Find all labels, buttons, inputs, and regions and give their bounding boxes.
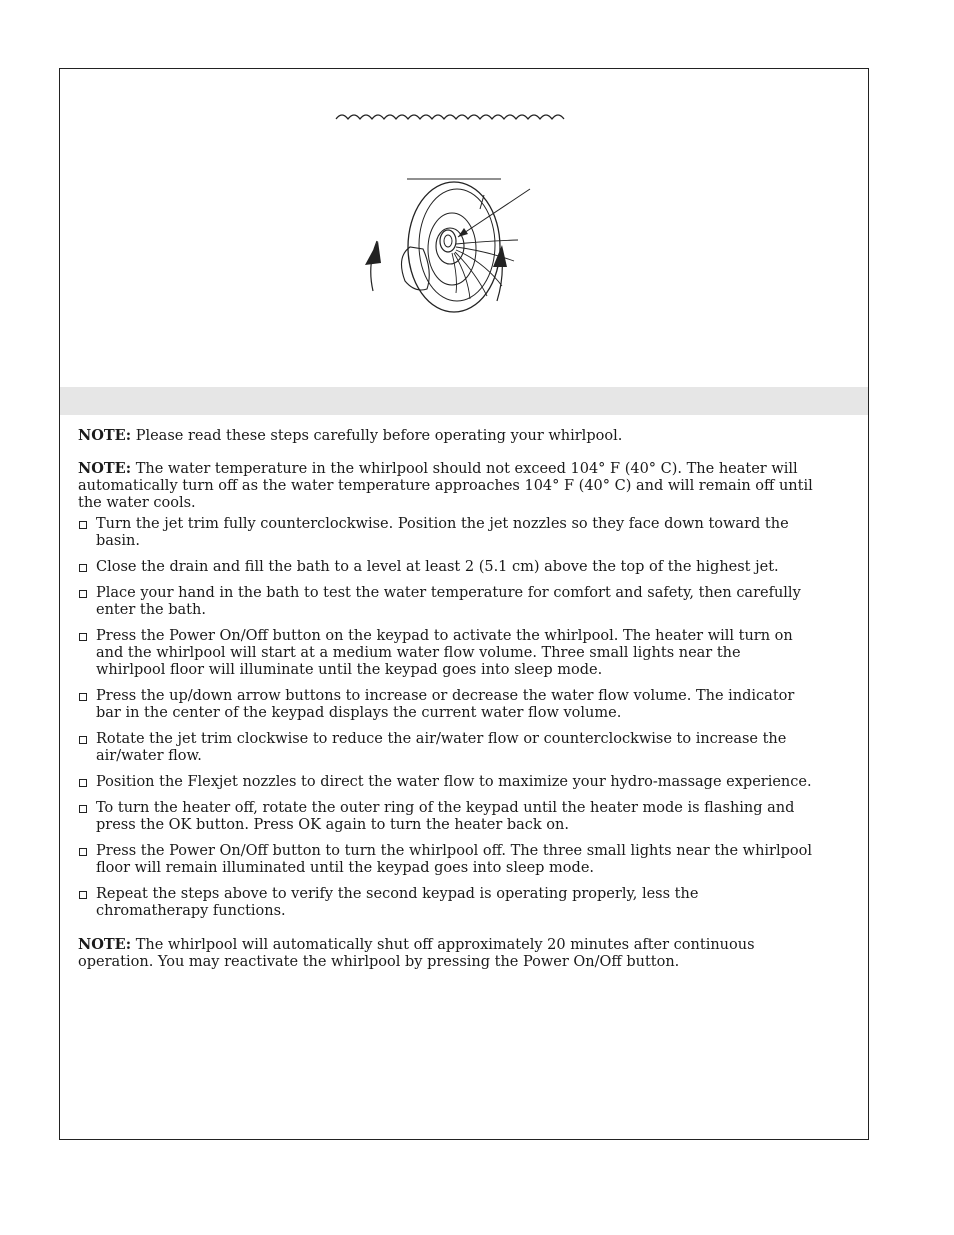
note-temperature — [78, 460, 813, 512]
jet-nozzle — [440, 230, 456, 252]
list-item: Turn the jet trim fully counterclockwise. Position the jet nozzles so they face down toward the basin. — [78, 516, 813, 550]
note-label: NOTE: — [78, 936, 132, 953]
whirlpool-jet-icon — [60, 69, 868, 387]
jet-diagram — [60, 69, 868, 387]
list-item: Repeat the steps above to verify the second keypad is operating properly, less the chromatherapy functions. — [78, 886, 813, 920]
checkbox-square-icon — [79, 805, 87, 813]
checkbox-square-icon — [79, 564, 87, 572]
note-label: NOTE: — [78, 460, 132, 477]
list-item: Place your hand in the bath to test the water temperature for comfort and safety, then carefully enter the bath. — [78, 585, 813, 619]
water-line-icon — [336, 115, 564, 119]
note-text: The whirlpool will automatically shut off approximately 20 minutes after continuous operation. You may reactivate the whirlpool by pressing the Power On/Off button. — [78, 937, 755, 970]
checkbox-square-icon — [79, 848, 87, 856]
checkbox-square-icon — [79, 521, 87, 529]
note-text: The water temperature in the whirlpool should not exceed 104° F (40° C). The heater will automatically turn off as the water temperature approaches 104° F (40° C) and will remain off until the water cools. — [78, 461, 813, 511]
list-item: Rotate the jet trim clockwise to reduce the air/water flow or counterclockwise to increase the air/water flow. — [78, 731, 813, 765]
checkbox-square-icon — [79, 633, 87, 641]
checkbox-square-icon — [79, 891, 87, 899]
section-heading-band — [60, 387, 868, 415]
list-item: Press the up/down arrow buttons to increase or decrease the water flow volume. The indicator bar in the center of the keypad displays the current water flow volume. — [78, 688, 813, 722]
checkbox-square-icon — [79, 590, 87, 598]
note-label: NOTE: — [78, 427, 132, 444]
note-text: Please read these steps carefully before operating your whirlpool. — [135, 428, 623, 444]
list-item: Press the Power On/Off button on the keypad to activate the whirlpool. The heater will turn on and the whirlpool will start at a medium water flow volume. Three small lights near the whirlpool floor will illuminate until the keypad goes into sleep mode. — [78, 628, 813, 679]
checkbox-square-icon — [79, 779, 87, 787]
list-item: To turn the heater off, rotate the outer ring of the keypad until the heater mode is flashing and press the OK button. Press OK again to turn the heater back on. — [78, 800, 813, 834]
list-item: Close the drain and fill the bath to a level at least 2 (5.1 cm) above the top of the highest jet. — [78, 559, 813, 576]
checkbox-square-icon — [79, 736, 87, 744]
list-item: Press the Power On/Off button to turn the whirlpool off. The three small lights near the whirlpool floor will remain illuminated until the keypad goes into sleep mode. — [78, 843, 813, 877]
note-auto-shutoff — [78, 936, 813, 971]
operation-instructions — [78, 427, 813, 987]
step-list — [78, 516, 813, 920]
page-frame — [59, 68, 869, 1140]
note-read-steps — [78, 427, 813, 445]
list-item: Position the Flexjet nozzles to direct the water flow to maximize your hydro-massage experience. — [78, 774, 813, 791]
checkbox-square-icon — [79, 693, 87, 701]
